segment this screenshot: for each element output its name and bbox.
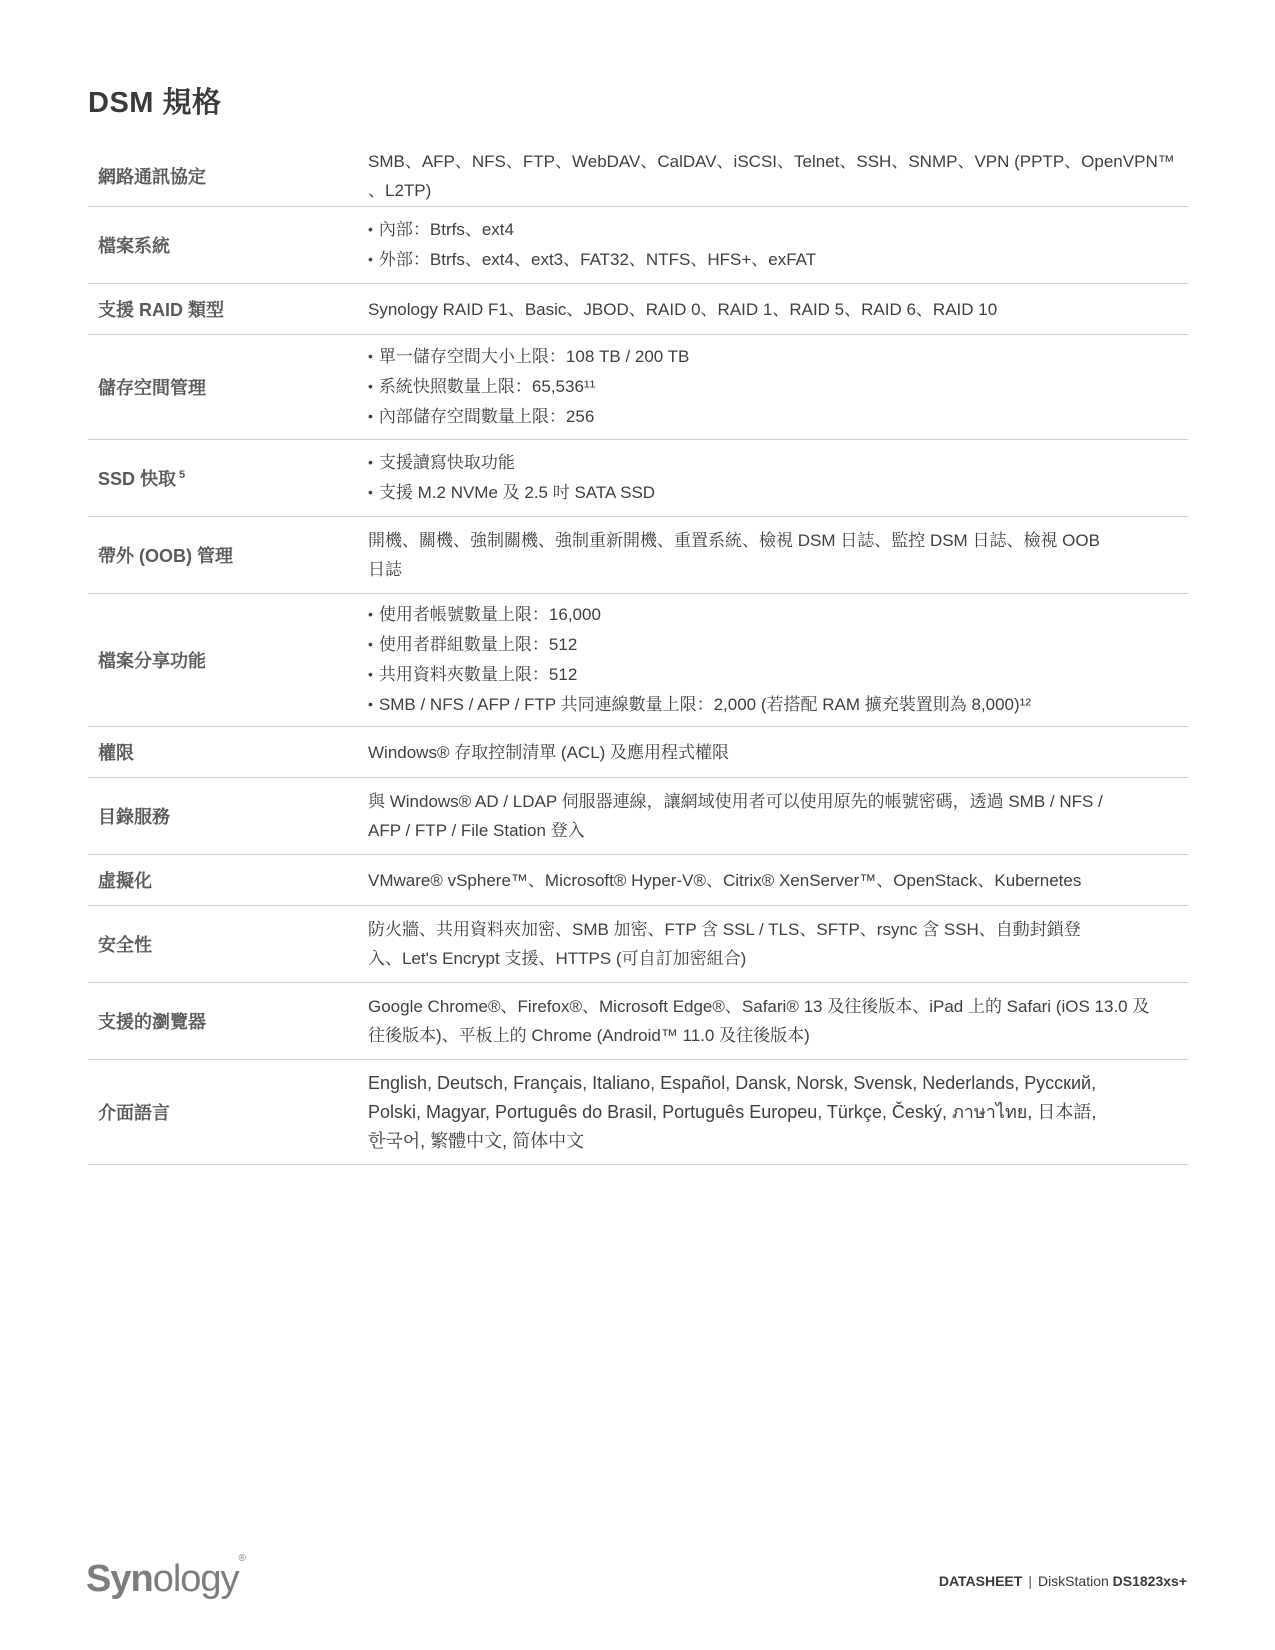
spec-label: 儲存空間管理: [98, 378, 206, 398]
spec-label: 安全性: [98, 935, 152, 955]
bullet-item: • 系統快照數量上限：65,536¹¹: [368, 372, 1178, 402]
product-line: DiskStation: [1037, 1573, 1109, 1589]
spec-label: 支援 RAID 類型: [98, 300, 224, 320]
spec-label: 檔案系統: [98, 236, 170, 256]
spec-table: [88, 145, 1188, 1165]
spec-row-supported-browsers: [88, 983, 1188, 1060]
spec-value: [368, 992, 1188, 1050]
spec-row-ssd-cache: [88, 440, 1188, 517]
bullet-item: • 支援 M.2 NVMe 及 2.5 吋 SATA SSD: [368, 478, 1178, 508]
spec-value-line: 往後版本)、平板上的 Chrome (Android™ 11.0 及往後版本): [368, 1026, 810, 1045]
spec-value-line: 日誌: [368, 560, 402, 579]
spec-value: [368, 787, 1188, 845]
spec-value: [368, 526, 1188, 584]
spec-row-oob-management: [88, 517, 1188, 594]
spec-label: 目錄服務: [98, 807, 170, 827]
spec-row-directory-service: [88, 778, 1188, 855]
bullet-item: • 外部：Btrfs、ext4、ext3、FAT32、NTFS、HFS+、exFAT: [368, 245, 1178, 275]
bullet-item: • 共用資料夾數量上限：512: [368, 660, 1178, 690]
bullet-item: • 單一儲存空間大小上限：108 TB / 200 TB: [368, 342, 1178, 372]
spec-value-line: Synology RAID F1、Basic、JBOD、RAID 0、RAID 1、RAID 5、RAID 6、RAID 10: [368, 299, 998, 319]
spec-label-text: SSD 快取: [98, 469, 177, 489]
page-title: DSM 規格: [88, 87, 222, 119]
spec-value: [368, 866, 1188, 895]
footer-doc-info: [939, 1573, 1187, 1589]
spec-row-virtualization: [88, 855, 1188, 906]
spec-label: 帶外 (OOB) 管理: [98, 546, 233, 566]
spec-value: [368, 1069, 1188, 1156]
spec-value-line: Polski, Magyar, Português do Brasil, Português Europeu, Türkçe, Český, ภาษาไทย, 日本語,: [368, 1101, 1097, 1122]
spec-row-languages: [88, 1060, 1188, 1165]
spec-value-line: Google Chrome®、Firefox®、Microsoft Edge®、Safari® 13 及往後版本、iPad 上的 Safari (iOS 13.0 及: [368, 997, 1150, 1016]
spec-row-storage-management: [88, 335, 1188, 440]
spec-value: [368, 915, 1188, 973]
spec-row-security: [88, 906, 1188, 983]
spec-label: 虛擬化: [98, 871, 152, 891]
registered-mark: ®: [238, 1553, 245, 1565]
doc-type: DATASHEET: [938, 1573, 1023, 1589]
product-model: DS1823xs+: [1112, 1573, 1187, 1589]
spec-row-file-sharing: [88, 594, 1188, 727]
spec-label: 介面語言: [98, 1103, 170, 1123]
spec-value-line: 、L2TP): [368, 180, 432, 200]
logo-text-bold: Syn: [86, 1558, 153, 1600]
spec-value-line: VMware® vSphere™、Microsoft® Hyper-V®、Citrix® XenServer™、OpenStack、Kubernetes: [368, 870, 1082, 890]
spec-label: 檔案分享功能: [98, 651, 206, 671]
spec-value: [368, 342, 1188, 432]
spec-label: 支援的瀏覽器: [98, 1012, 206, 1032]
spec-value: [368, 738, 1188, 767]
bullet-item: • SMB / NFS / AFP / FTP 共同連線數量上限：2,000 (若搭配 RAM 擴充裝置則為 8,000)¹²: [368, 690, 1178, 720]
spec-row-raid-types: [88, 284, 1188, 335]
bullet-item: • 內部：Btrfs、ext4: [368, 215, 1178, 245]
spec-value-line: Windows® 存取控制清單 (ACL) 及應用程式權限: [368, 742, 730, 762]
spec-label: 權限: [98, 743, 134, 763]
spec-value: [368, 147, 1188, 205]
spec-value-line: 한국어, 繁體中文, 简体中文: [368, 1130, 585, 1151]
bullet-item: • 使用者群組數量上限：512: [368, 630, 1178, 660]
spec-value-line: 與 Windows® AD / LDAP 伺服器連線，讓網域使用者可以使用原先的帳號密碼，透過 SMB / NFS /: [368, 792, 1103, 811]
spec-row-privilege: [88, 727, 1188, 778]
spec-value: [368, 295, 1188, 324]
spec-value-line: AFP / FTP / File Station 登入: [368, 821, 585, 840]
spec-value: [368, 215, 1188, 275]
spec-value: [368, 600, 1188, 720]
spec-row-file-system: [88, 207, 1188, 284]
footnote-ref: 5: [179, 469, 186, 481]
spec-label: [88, 465, 368, 491]
spec-value-line: SMB、AFP、NFS、FTP、WebDAV、CalDAV、iSCSI、Telnet、SSH、SNMP、VPN (PPTP、OpenVPN™: [368, 151, 1175, 171]
spec-value-line: 入、Let's Encrypt 支援、HTTPS (可自訂加密組合): [368, 949, 747, 968]
logo-text-light: ology: [152, 1558, 239, 1600]
footer-separator: |: [1028, 1573, 1032, 1589]
spec-label: 網路通訊協定: [98, 166, 206, 187]
bullet-item: • 支援讀寫快取功能: [368, 448, 1178, 478]
spec-value-line: English, Deutsch, Français, Italiano, Español, Dansk, Norsk, Svensk, Nederlands, Русский,: [368, 1072, 1097, 1093]
spec-value-line: 開機、關機、強制關機、強制重新開機、重置系統、檢視 DSM 日誌、監控 DSM 日誌、檢視 OOB: [368, 531, 1100, 550]
synology-logo: [86, 1553, 245, 1601]
bullet-item: • 內部儲存空間數量上限：256: [368, 402, 1178, 432]
spec-row-network-protocols: [88, 145, 1188, 207]
bullet-item: • 使用者帳號數量上限：16,000: [368, 600, 1178, 630]
spec-value-line: 防火牆、共用資料夾加密、SMB 加密、FTP 含 SSL / TLS、SFTP、rsync 含 SSH、自動封鎖登: [368, 920, 1081, 939]
spec-value: [368, 448, 1188, 508]
